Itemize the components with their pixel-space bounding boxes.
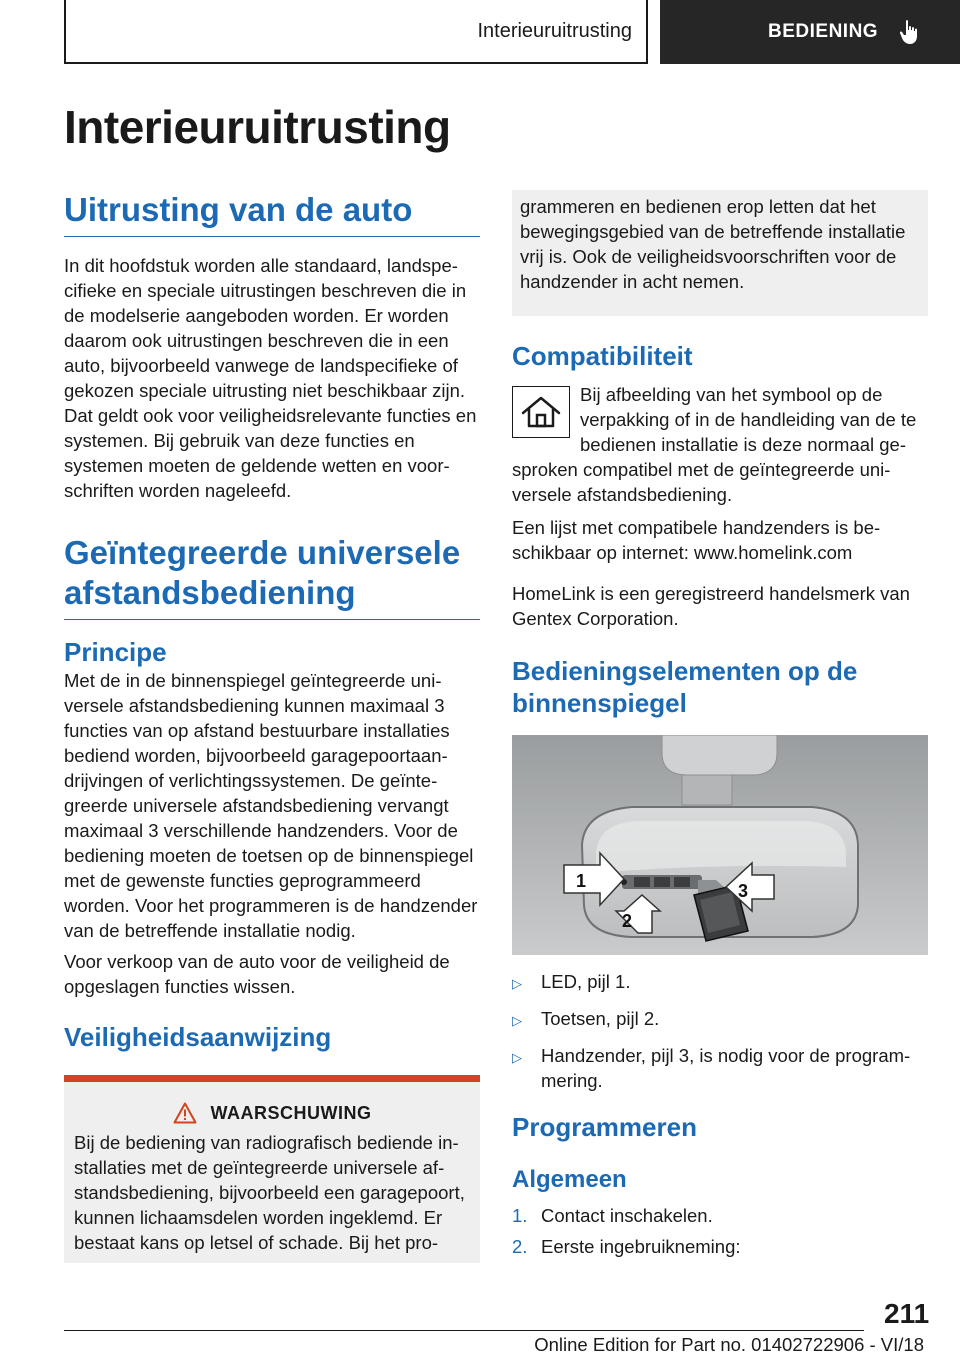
paragraph-compat-2: Een lijst met compatibele handzenders is beschikbaar op internet: www.homelink.com (512, 517, 881, 563)
left-column (64, 190, 480, 1263)
mirror-element-list (512, 969, 928, 1093)
paragraph-compat-3: HomeLink is een geregistreerd handelsmerk van Gentex Corporation. (512, 583, 910, 629)
triangle-bullet-icon: ▷ (512, 1050, 522, 1065)
paragraph-principe-1: Met de in de binnenspiegel geïntegreerde universele afstandsbediening kunnen maximaal 3 functies van op afstand bestuurbare installaties bediend worden, bijvoorbeeld garagepoortaandrijvingen of verlichtingssystemen. De geïntegreerde universele afstandsbediening vervangt maximaal 3 verschillende handzenders. Voor de bediening moeten de toetsen op de binnenspiegel met de gewenste functies geprogrammeerd worden. Voor het programmeren is de handzender van de betreffende installatie nodig. (64, 670, 478, 941)
header-chapter-tab (660, 0, 960, 64)
heading-veiligheidsaanwijzing: Veiligheidsaanwijzing (64, 1022, 332, 1052)
list-item: 2. Eerste ingebruikneming: (512, 1236, 741, 1257)
warning-box (64, 1082, 480, 1263)
warning-triangle-icon (173, 1102, 197, 1124)
warning-text-continued: grammeren en bedienen erop letten dat het bewegingsgebied van de betreffende installatie vrij is. Ook de veiligheidsvoorschriften voor de handzender in acht nemen. (520, 196, 906, 292)
warning-title: WAARSCHUWING (210, 1102, 372, 1123)
list-item: 1. Contact inschakelen. (512, 1205, 713, 1226)
right-column (512, 190, 928, 1265)
warning-text: Bij de bediening van radiografisch bediende installaties met de geïntegreerde universele afstandsbediening, bijvoorbeeld een garagepoort, kunnen lichaamsdelen worden ingeklemd. Er bestaat kans op letsel of schade. Bij het pro- (74, 1132, 465, 1253)
paragraph-principe-2: Voor verkoop van de auto voor de veiligheid de opgeslagen functies wissen. (64, 951, 450, 997)
paragraph-compat-1-start: Bij afbeelding van het symbool op de verpakking of in de handleiding van de te bedienen installatie is deze normaal ge- (580, 384, 917, 455)
triangle-bullet-icon: ▷ (512, 1013, 522, 1028)
page-title: Interieuruitrusting (64, 101, 451, 153)
programming-steps (512, 1203, 928, 1259)
compat-row (512, 382, 928, 457)
mirror-label-1: 1 (576, 871, 587, 891)
heading-algemeen: Algemeen (512, 1166, 627, 1193)
heading-bedieningselementen: Bedieningselementen op de binnenspiegel (512, 656, 858, 718)
heading-compatibiliteit: Compatibiliteit (512, 341, 693, 371)
mirror-label-3: 3 (738, 881, 749, 901)
heading-uitrusting: Uitrusting van de auto (64, 190, 480, 237)
list-item: ▷ Toetsen, pijl 2. (512, 1006, 928, 1033)
list-item: ▷ LED, pijl 1. (512, 969, 928, 996)
warning-box-continued (512, 190, 928, 316)
warning-bar (64, 1075, 480, 1082)
footer-text: Online Edition for Part no. 01402722906 - VI/18 (534, 1334, 924, 1355)
warning-header (74, 1102, 470, 1124)
header-chapter-title: BEDIENING (768, 21, 879, 42)
mirror-label-2: 2 (622, 911, 633, 931)
hand-pointer-icon (898, 19, 922, 45)
page-number: 211 (884, 1298, 930, 1329)
heading-programmeren: Programmeren (512, 1112, 697, 1142)
mirror-illustration (512, 735, 928, 955)
footer-rule (64, 1330, 864, 1331)
header-section-box (64, 0, 648, 64)
triangle-bullet-icon: ▷ (512, 976, 522, 991)
paragraph-uitrusting: In dit hoofdstuk worden alle standaard, landspecifieke en speciale uitrustingen beschreven die in de modelserie aangeboden worden. Er worden daarom ook uitrustingen beschreven die in een auto, bijvoorbeeld vanwege de landspecifieke of gekozen speciale uitrusting niet beschikbaar zijn. Dat geldt ook voor veiligheidsrelevante functies en systemen. Bij gebruik van deze functies en systemen moeten de geldende wetten en voorschriften worden nageleefd. (64, 255, 477, 501)
heading-universele-afstandsbediening: Geïntegreerde universele afstandsbediening (64, 533, 480, 620)
paragraph-compat-1-end: sproken compatibel met de geïntegreerde universele afstandsbediening. (512, 459, 891, 505)
list-item: ▷ Handzender, pijl 3, is nodig voor de programmering. (512, 1045, 911, 1091)
header-section-title: Interieuruitrusting (477, 19, 632, 42)
homelink-house-icon (512, 386, 570, 438)
heading-principe: Principe (64, 637, 167, 667)
